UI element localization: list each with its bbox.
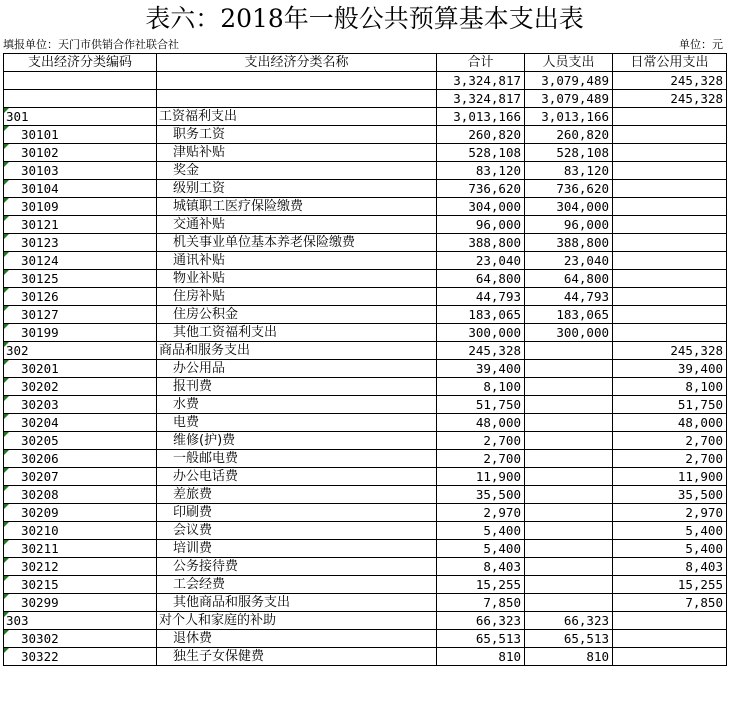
cell-personnel[interactable]: 66,323: [525, 612, 613, 630]
header-row: [4, 54, 727, 72]
cell-name[interactable]: 印刷费: [157, 504, 437, 522]
cell-code[interactable]: 30101: [4, 126, 157, 144]
table-row: [4, 252, 727, 270]
cell-code[interactable]: 30103: [4, 162, 157, 180]
table-row: [4, 162, 727, 180]
cell-total[interactable]: 3,324,817: [437, 72, 525, 90]
cell-code[interactable]: 30210: [4, 522, 157, 540]
cell-name[interactable]: 会议费: [157, 522, 437, 540]
cell-public[interactable]: 8,100: [613, 378, 727, 396]
table-row: [4, 522, 727, 540]
cell-code[interactable]: 30205: [4, 432, 157, 450]
cell-name[interactable]: 级别工资: [157, 180, 437, 198]
header-code[interactable]: 支出经济分类编码: [4, 54, 157, 72]
cell-personnel[interactable]: [525, 360, 613, 378]
cell-public[interactable]: 5,400: [613, 540, 727, 558]
table-row: [4, 594, 727, 612]
cell-total[interactable]: 35,500: [437, 486, 525, 504]
cell-code[interactable]: 30126: [4, 288, 157, 306]
cell-public[interactable]: [613, 126, 727, 144]
cell-personnel[interactable]: 83,120: [525, 162, 613, 180]
cell-name[interactable]: 住房补贴: [157, 288, 437, 306]
cell-total[interactable]: 44,793: [437, 288, 525, 306]
cell-name[interactable]: 通讯补贴: [157, 252, 437, 270]
cell-code[interactable]: [4, 72, 157, 90]
cell-public[interactable]: [613, 630, 727, 648]
table-row: [4, 540, 727, 558]
cell-public[interactable]: 48,000: [613, 414, 727, 432]
cell-public[interactable]: [613, 162, 727, 180]
cell-personnel[interactable]: 528,108: [525, 144, 613, 162]
cell-total[interactable]: 388,800: [437, 234, 525, 252]
cell-personnel[interactable]: 736,620: [525, 180, 613, 198]
table-row: [4, 306, 727, 324]
table-row: [4, 180, 727, 198]
table-row: [4, 414, 727, 432]
cell-name[interactable]: 一般邮电费: [157, 450, 437, 468]
cell-name[interactable]: 对个人和家庭的补助: [157, 612, 437, 630]
cell-code[interactable]: 30203: [4, 396, 157, 414]
table-row: [4, 360, 727, 378]
table-row: [4, 72, 727, 90]
table-row: [4, 144, 727, 162]
table-row: [4, 612, 727, 630]
cell-public[interactable]: 2,970: [613, 504, 727, 522]
cell-total[interactable]: 2,700: [437, 432, 525, 450]
table-row: [4, 126, 727, 144]
cell-personnel[interactable]: [525, 414, 613, 432]
cell-total[interactable]: 8,100: [437, 378, 525, 396]
cell-code[interactable]: 30104: [4, 180, 157, 198]
cell-personnel[interactable]: 260,820: [525, 126, 613, 144]
cell-public[interactable]: [613, 648, 727, 666]
cell-name[interactable]: 水费: [157, 396, 437, 414]
table-row: [4, 378, 727, 396]
cell-name[interactable]: 机关事业单位基本养老保险缴费: [157, 234, 437, 252]
cell-total[interactable]: 83,120: [437, 162, 525, 180]
header-total[interactable]: 合计: [437, 54, 525, 72]
cell-personnel[interactable]: [525, 378, 613, 396]
table-body: [4, 72, 727, 666]
cell-public[interactable]: 35,500: [613, 486, 727, 504]
table-header: [4, 54, 727, 72]
cell-public[interactable]: 39,400: [613, 360, 727, 378]
cell-public[interactable]: 15,255: [613, 576, 727, 594]
cell-personnel[interactable]: 44,793: [525, 288, 613, 306]
cell-total[interactable]: 3,013,166: [437, 108, 525, 126]
cell-public[interactable]: 11,900: [613, 468, 727, 486]
cell-personnel[interactable]: [525, 486, 613, 504]
header-name[interactable]: 支出经济分类名称: [157, 54, 437, 72]
cell-name[interactable]: 维修(护)费: [157, 432, 437, 450]
cell-total[interactable]: 5,400: [437, 522, 525, 540]
table-row: [4, 648, 727, 666]
cell-code[interactable]: 30121: [4, 216, 157, 234]
cell-personnel[interactable]: [525, 504, 613, 522]
cell-name[interactable]: 工资福利支出: [157, 108, 437, 126]
cell-public[interactable]: [613, 234, 727, 252]
cell-total[interactable]: 48,000: [437, 414, 525, 432]
cell-name[interactable]: 职务工资: [157, 126, 437, 144]
cell-total[interactable]: 260,820: [437, 126, 525, 144]
cell-code[interactable]: 30201: [4, 360, 157, 378]
table-row: [4, 198, 727, 216]
cell-code[interactable]: 30302: [4, 630, 157, 648]
cell-total[interactable]: 51,750: [437, 396, 525, 414]
cell-code[interactable]: 30212: [4, 558, 157, 576]
table-row: [4, 630, 727, 648]
cell-public[interactable]: 5,400: [613, 522, 727, 540]
currency-unit: 单位：元: [679, 38, 723, 51]
header-personnel[interactable]: 人员支出: [525, 54, 613, 72]
cell-personnel[interactable]: [525, 396, 613, 414]
cell-personnel[interactable]: 388,800: [525, 234, 613, 252]
cell-code[interactable]: 302: [4, 342, 157, 360]
cell-code[interactable]: 30202: [4, 378, 157, 396]
cell-name[interactable]: 物业补贴: [157, 270, 437, 288]
cell-name[interactable]: 工会经费: [157, 576, 437, 594]
cell-name[interactable]: 差旅费: [157, 486, 437, 504]
cell-name[interactable]: 奖金: [157, 162, 437, 180]
header-public[interactable]: 日常公用支出: [613, 54, 727, 72]
cell-personnel[interactable]: 810: [525, 648, 613, 666]
cell-personnel[interactable]: [525, 594, 613, 612]
cell-personnel[interactable]: 23,040: [525, 252, 613, 270]
table-row: [4, 342, 727, 360]
cell-total[interactable]: 2,970: [437, 504, 525, 522]
cell-total[interactable]: 2,700: [437, 450, 525, 468]
cell-name[interactable]: [157, 72, 437, 90]
cell-name[interactable]: 交通补贴: [157, 216, 437, 234]
table-row: [4, 558, 727, 576]
cell-name[interactable]: 电费: [157, 414, 437, 432]
cell-code[interactable]: 30322: [4, 648, 157, 666]
cell-public[interactable]: [613, 270, 727, 288]
cell-personnel[interactable]: [525, 468, 613, 486]
cell-total[interactable]: 64,800: [437, 270, 525, 288]
table-row: [4, 324, 727, 342]
reporting-unit: 填报单位：天门市供销合作社联合社: [3, 38, 179, 51]
cell-code[interactable]: 30199: [4, 324, 157, 342]
cell-public[interactable]: [613, 306, 727, 324]
cell-total[interactable]: 15,255: [437, 576, 525, 594]
cell-code[interactable]: 30124: [4, 252, 157, 270]
cell-public[interactable]: 51,750: [613, 396, 727, 414]
table-row: [4, 216, 727, 234]
cell-total[interactable]: 66,323: [437, 612, 525, 630]
cell-code[interactable]: 30211: [4, 540, 157, 558]
cell-personnel[interactable]: 300,000: [525, 324, 613, 342]
table-row: [4, 504, 727, 522]
cell-code[interactable]: 30127: [4, 306, 157, 324]
cell-personnel[interactable]: 304,000: [525, 198, 613, 216]
table-row: [4, 90, 727, 108]
cell-public[interactable]: 245,328: [613, 90, 727, 108]
cell-name[interactable]: 公务接待费: [157, 558, 437, 576]
cell-personnel[interactable]: 64,800: [525, 270, 613, 288]
cell-personnel[interactable]: [525, 576, 613, 594]
cell-public[interactable]: [613, 324, 727, 342]
cell-name[interactable]: 住房公积金: [157, 306, 437, 324]
cell-code[interactable]: 30204: [4, 414, 157, 432]
cell-code[interactable]: 30206: [4, 450, 157, 468]
page-title: 表六：2018年一般公共预算基本支出表: [145, 4, 584, 33]
table-row: [4, 270, 727, 288]
cell-name[interactable]: 报刊费: [157, 378, 437, 396]
cell-code[interactable]: [4, 90, 157, 108]
cell-name[interactable]: [157, 90, 437, 108]
cell-code[interactable]: 30299: [4, 594, 157, 612]
cell-personnel[interactable]: [525, 558, 613, 576]
cell-public[interactable]: [613, 216, 727, 234]
cell-code[interactable]: 301: [4, 108, 157, 126]
cell-personnel[interactable]: 3,079,489: [525, 90, 613, 108]
cell-public[interactable]: 7,850: [613, 594, 727, 612]
cell-name[interactable]: 退休费: [157, 630, 437, 648]
cell-total[interactable]: 183,065: [437, 306, 525, 324]
cell-total[interactable]: 300,000: [437, 324, 525, 342]
cell-public[interactable]: [613, 612, 727, 630]
cell-total[interactable]: 5,400: [437, 540, 525, 558]
cell-total[interactable]: 304,000: [437, 198, 525, 216]
cell-public[interactable]: [613, 198, 727, 216]
cell-personnel[interactable]: [525, 342, 613, 360]
cell-total[interactable]: 810: [437, 648, 525, 666]
cell-code[interactable]: 30102: [4, 144, 157, 162]
cell-public[interactable]: [613, 108, 727, 126]
table-row: [4, 108, 727, 126]
table-row: [4, 576, 727, 594]
cell-personnel[interactable]: [525, 432, 613, 450]
cell-public[interactable]: [613, 180, 727, 198]
cell-name[interactable]: 津贴补贴: [157, 144, 437, 162]
cell-name[interactable]: 商品和服务支出: [157, 342, 437, 360]
cell-public[interactable]: [613, 288, 727, 306]
cell-public[interactable]: [613, 252, 727, 270]
cell-personnel[interactable]: 3,013,166: [525, 108, 613, 126]
cell-public[interactable]: 2,700: [613, 432, 727, 450]
cell-code[interactable]: 30209: [4, 504, 157, 522]
cell-total[interactable]: 23,040: [437, 252, 525, 270]
cell-personnel[interactable]: 65,513: [525, 630, 613, 648]
cell-personnel[interactable]: 3,079,489: [525, 72, 613, 90]
cell-personnel[interactable]: [525, 540, 613, 558]
cell-name[interactable]: 城镇职工医疗保险缴费: [157, 198, 437, 216]
table-row: [4, 396, 727, 414]
cell-public[interactable]: [613, 144, 727, 162]
table-row: [4, 450, 727, 468]
cell-public[interactable]: 245,328: [613, 342, 727, 360]
budget-table: [3, 53, 727, 666]
cell-name[interactable]: 办公电话费: [157, 468, 437, 486]
cell-code[interactable]: 30215: [4, 576, 157, 594]
cell-public[interactable]: 8,403: [613, 558, 727, 576]
cell-personnel[interactable]: 183,065: [525, 306, 613, 324]
cell-name[interactable]: 办公用品: [157, 360, 437, 378]
cell-total[interactable]: 8,403: [437, 558, 525, 576]
cell-code[interactable]: 30109: [4, 198, 157, 216]
cell-name[interactable]: 其他商品和服务支出: [157, 594, 437, 612]
cell-code[interactable]: 303: [4, 612, 157, 630]
cell-name[interactable]: 独生子女保健费: [157, 648, 437, 666]
cell-personnel[interactable]: [525, 450, 613, 468]
cell-total[interactable]: 3,324,817: [437, 90, 525, 108]
cell-code[interactable]: 30208: [4, 486, 157, 504]
cell-personnel[interactable]: 96,000: [525, 216, 613, 234]
cell-total[interactable]: 39,400: [437, 360, 525, 378]
cell-total[interactable]: 245,328: [437, 342, 525, 360]
table-row: [4, 288, 727, 306]
cell-total[interactable]: 7,850: [437, 594, 525, 612]
table-row: [4, 432, 727, 450]
cell-total[interactable]: 65,513: [437, 630, 525, 648]
cell-code[interactable]: 30207: [4, 468, 157, 486]
table-row: [4, 468, 727, 486]
cell-total[interactable]: 11,900: [437, 468, 525, 486]
cell-code[interactable]: 30125: [4, 270, 157, 288]
cell-total[interactable]: 96,000: [437, 216, 525, 234]
cell-personnel[interactable]: [525, 522, 613, 540]
cell-code[interactable]: 30123: [4, 234, 157, 252]
cell-total[interactable]: 736,620: [437, 180, 525, 198]
cell-public[interactable]: 245,328: [613, 72, 727, 90]
table-row: [4, 486, 727, 504]
cell-name[interactable]: 其他工资福利支出: [157, 324, 437, 342]
cell-public[interactable]: 2,700: [613, 450, 727, 468]
cell-total[interactable]: 528,108: [437, 144, 525, 162]
cell-name[interactable]: 培训费: [157, 540, 437, 558]
table-row: [4, 234, 727, 252]
